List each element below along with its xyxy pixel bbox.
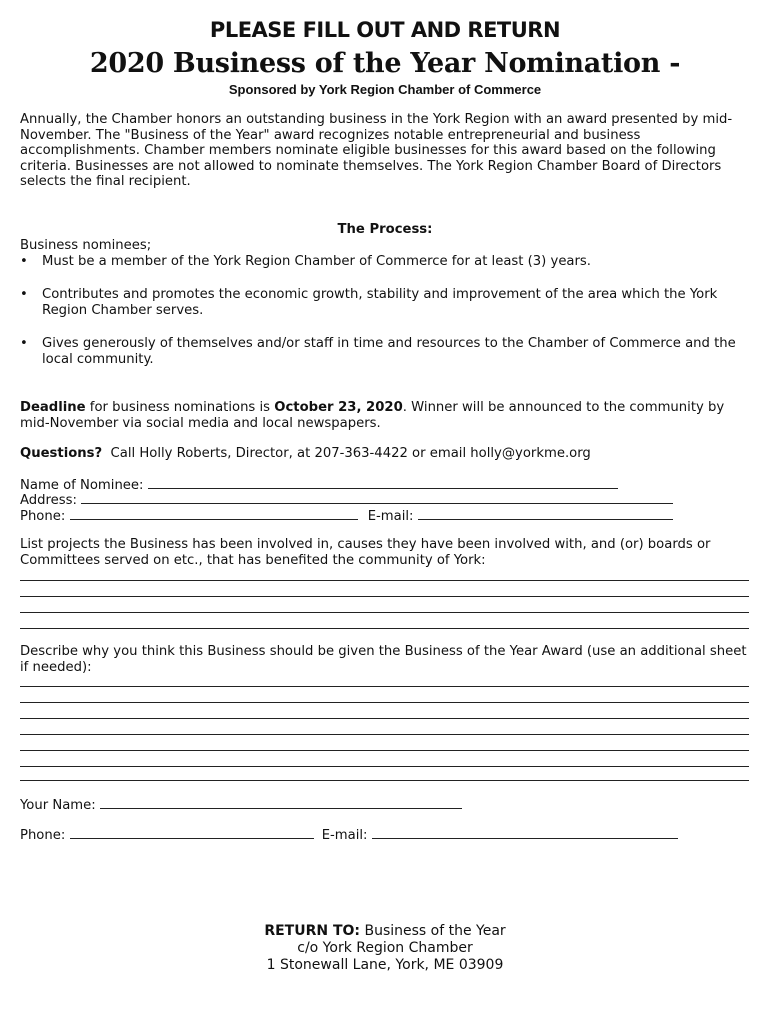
describe-prompt: Describe why you think this Business should be given the Business of the Year Award (use an additional sheet if needed): — [20, 644, 747, 675]
deadline-label: Deadline — [20, 400, 86, 415]
describe-answer-line[interactable] — [20, 766, 749, 767]
return-label: RETURN TO: — [264, 923, 361, 939]
criteria-text: Must be a member of the York Region Chamber of Commerce for at least (3) years. — [42, 254, 591, 269]
phone2-label: Phone: — [20, 828, 66, 843]
deadline-paragraph — [20, 400, 750, 431]
return-line-1 — [0, 923, 770, 940]
email-input-line[interactable] — [418, 507, 673, 520]
return-line-2: c/o York Region Chamber — [297, 940, 473, 956]
criteria-item — [20, 287, 750, 318]
criteria-item — [20, 336, 750, 367]
questions-line — [20, 446, 591, 462]
address-input-line[interactable] — [81, 491, 673, 504]
process-heading: The Process: — [337, 222, 433, 237]
questions-label: Questions? — [20, 446, 103, 461]
form-subtitle: 2020 Business of the Year Nomination - — [89, 48, 681, 79]
return-recipient: Business of the Year — [360, 923, 506, 939]
describe-answer-line[interactable] — [20, 780, 749, 781]
phone2-email2-field-row — [20, 826, 678, 844]
address-label: Address: — [20, 493, 77, 508]
your-name-field-row — [20, 796, 462, 814]
process-lead: Business nominees; — [20, 238, 152, 253]
criteria-item — [20, 254, 750, 270]
describe-answer-line[interactable] — [20, 702, 749, 703]
deadline-date: October 23, 2020 — [274, 400, 403, 415]
nominee-input-line[interactable] — [148, 476, 618, 489]
phone-label: Phone: — [20, 509, 66, 524]
return-address — [0, 923, 770, 974]
nominee-label: Name of Nominee: — [20, 478, 144, 493]
projects-answer-line[interactable] — [20, 628, 749, 629]
criteria-text: Contributes and promotes the economic growth, stability and improvement of the area which the York Region Chamber serves. — [42, 287, 718, 318]
projects-answer-line[interactable] — [20, 580, 749, 581]
phone-input-line[interactable] — [70, 507, 358, 520]
phone2-input-line[interactable] — [70, 826, 314, 839]
projects-answer-line[interactable] — [20, 612, 749, 613]
bullet-icon: • — [20, 287, 28, 302]
address-field-row — [20, 491, 673, 509]
describe-answer-line[interactable] — [20, 686, 749, 687]
describe-answer-line[interactable] — [20, 718, 749, 719]
email2-label: E-mail: — [321, 828, 368, 843]
questions-text: Call Holly Roberts, Director, at 207-363-4422 or email holly@yorkme.org — [102, 446, 591, 461]
describe-answer-line[interactable] — [20, 750, 749, 751]
bullet-icon: • — [20, 336, 28, 351]
sponsor-line: Sponsored by York Region Chamber of Commerce — [228, 82, 542, 97]
deadline-text-2: . Winner will be announced to the community by mid-November via social media and local newspapers. — [20, 400, 725, 431]
intro-paragraph: Annually, the Chamber honors an outstanding business in the York Region with an award presented by mid-November. The "Business of the Year" award recognizes notable entrepreneurial and business accomplishments. Chamber members nominate eligible businesses for this award based on the following criteria. Businesses are not allowed to nominate themselves. The York Region Chamber Board of Directors selects the final recipient. — [20, 112, 733, 189]
email2-input-line[interactable] — [372, 826, 678, 839]
your-name-label: Your Name: — [20, 798, 96, 813]
bullet-icon: • — [20, 254, 28, 269]
form-title: PLEASE FILL OUT AND RETURN — [209, 18, 561, 42]
phone-email-field-row — [20, 507, 673, 525]
criteria-text: Gives generously of themselves and/or staff in time and resources to the Chamber of Commerce and the local community. — [42, 336, 736, 367]
describe-answer-line[interactable] — [20, 734, 749, 735]
email-label: E-mail: — [367, 509, 414, 524]
deadline-text-1: for business nominations is — [85, 400, 275, 415]
return-line-3: 1 Stonewall Lane, York, ME 03909 — [266, 957, 504, 973]
your-name-input-line[interactable] — [100, 796, 462, 809]
projects-prompt: List projects the Business has been involved in, causes they have been involved with, and (or) boards or Committees served on etc., that has benefited the community of York: — [20, 537, 711, 568]
projects-answer-line[interactable] — [20, 596, 749, 597]
